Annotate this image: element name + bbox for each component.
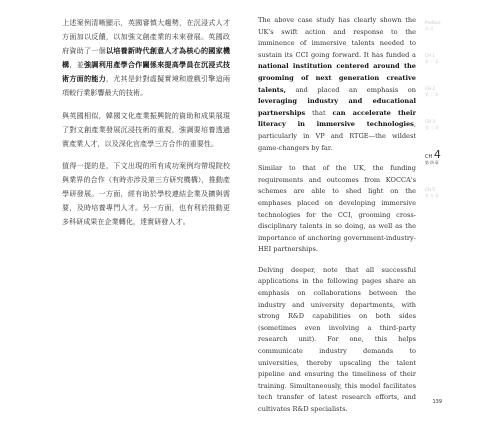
en-paragraph-1: The above case study has clearly shown the UK's swift action and response to the imminence of immersive talents needed to sustain its CCI going forward. It has funded a national institution centered around the grooming of next generation creative talents, and placed an emphasis on leveraging industry and educational partnerships that can accelerate their literacy in immersive technologies, particularly in VP and RTGE—the wildest game-changers by far. — [258, 16, 416, 152]
en-paragraph-3: Delving deeper, note that all successful applications in the following pages share an emphasis on collaborations between the industry and university departments, with strong R&D capabilities on both sides (sometimes even involving a third-party research unit). For one, this helps communicate industry demands to universities, thereby upscaling the talent pipeline and ensuring the timeliness of their training. Simultaneously, this model facilitates tech transfer of latest research efforts, and cultivates R&D specialists. — [258, 265, 416, 413]
english-text-column — [258, 15, 416, 425]
chinese-text-column — [62, 16, 230, 237]
nav-chapter-5[interactable]: CH 5 第 五 章 — [425, 187, 439, 198]
page-number: 139 — [432, 399, 442, 405]
chapter-number: 4 — [433, 148, 441, 161]
nav-chapter-4-current[interactable]: CH 4 第 四 章 — [425, 148, 441, 165]
zh-paragraph-1: 上述案例清晰顯示，英國審慎大趨勢，在沉浸式人才方面加以反饋，以加強文創產業的未來發展。英國政府資助了一個以培養新時代創意人才為核心的國家機構，並強調利用產學合作關係來提高學員在沉浸式技術方面的能力，尤其是針對虛擬實境和遊戲引擎這兩項較行業影響最大的技術。 — [62, 18, 231, 98]
nav-preface[interactable]: Preface 前 言 — [425, 20, 441, 31]
en-paragraph-2: Similar to that of the UK, the funding requirements and outcomes from KOCCA's schemes are able to shed light on the emphases placed on developing immersive technologies for the CCI, grooming cross-disciplinary talents in so doing, as well as the importance of anchoring government-industry-HEI partnerships. — [258, 164, 416, 254]
zh-paragraph-2: 與英國相似，韓國文化產業振興院的資助和成果展現了對文創產業發展沉浸技術的重視，強調要培養透過實產業人才，以及深化官產學三方合作的重要性。 — [62, 110, 230, 148]
nav-chapter-3[interactable]: CH 3 第 三 章 — [425, 119, 439, 130]
chapter-side-nav — [425, 20, 447, 220]
nav-chapter-1[interactable]: CH 1 第 一 章 — [425, 53, 439, 64]
zh-paragraph-3: 值得一提的是，下文出現的所有成功案例均帶現院校與業界的合作（有時亦涉及第三方研究機構），推動產學研發展。一方面，經有助於學校連結企業及擴與需要，及時培養專門人才。另一方面，也有利於推動更多科研成果在企業轉化，達實研發人才。 — [62, 160, 230, 227]
nav-chapter-2[interactable]: CH 2 第 二 章 — [425, 86, 439, 97]
